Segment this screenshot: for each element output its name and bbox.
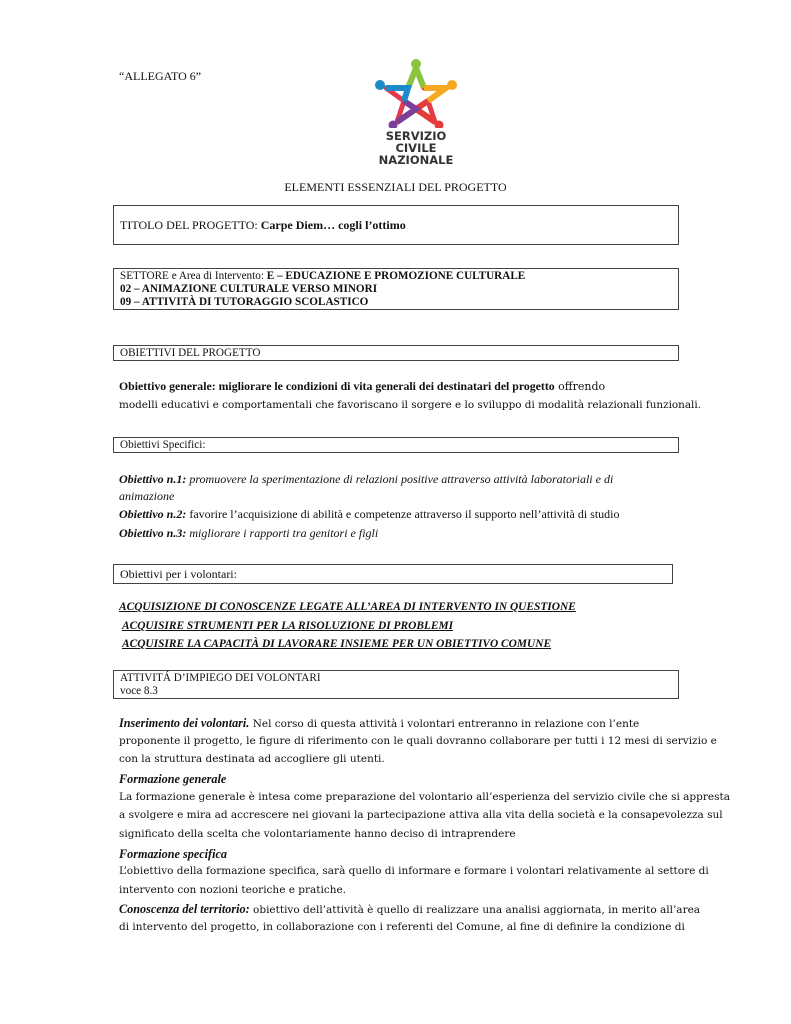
servizio-civile-logo	[366, 58, 466, 167]
specifico-3	[119, 526, 378, 541]
allegato-label: “ALLEGATO 6”	[119, 69, 202, 83]
specifico-2-text: favorire l’acquisizione di abilità e competenze attraverso il supporto nell’attività di studio	[186, 507, 620, 521]
fg-line-2: a svolgere e mira ad accrescere nei giovani la partecipazione attiva alla vita della società e la consapevolezza sul	[119, 809, 723, 821]
specifico-2-label: Obiettivo n.2:	[119, 507, 187, 521]
volontari-item-3: ACQUISIRE LA CAPACITÀ DI LAVORARE INSIEME PER UN OBIETTIVO COMUNE	[122, 638, 552, 650]
obiettivo-generale-line-2: modelli educativi e comportamentali che favoriscano il sorgere e lo sviluppo di modalità relazionali funzionali.	[119, 399, 701, 411]
titolo-value: Carpe Diem… cogli l’ottimo	[260, 218, 406, 232]
fs-line-1: L’obiettivo della formazione specifica, sarà quello di informare e formare i volontari relativamente al settore di	[119, 865, 709, 877]
titolo-box	[113, 205, 679, 245]
inserimento-line-1	[119, 716, 639, 731]
specifico-3-label: Obiettivo n.3:	[119, 526, 187, 540]
specifico-2	[119, 507, 620, 522]
obiettivi-heading: OBIETTIVI DEL PROGETTO	[120, 347, 261, 359]
titolo-label: TITOLO DEL PROGETTO:	[120, 218, 261, 232]
volontari-heading-box	[113, 564, 673, 584]
settore-box	[113, 268, 679, 310]
logo-line-1: SERVIZIO CIVILE	[385, 129, 447, 155]
formazione-generale-title: Formazione generale	[119, 772, 227, 786]
settore-line-2: 02 – ANIMAZIONE CULTURALE VERSO MINORI	[120, 283, 378, 295]
attivita-voce: voce 8.3	[120, 685, 158, 697]
settore-label: SETTORE e Area di Intervento:	[120, 270, 267, 282]
volontari-heading: Obiettivi per i volontari:	[120, 567, 237, 581]
people-star-logo-icon	[366, 58, 466, 128]
logo-line-2: NAZIONALE	[378, 153, 454, 167]
document-title: ELEMENTI ESSENZIALI DEL PROGETTO	[284, 180, 507, 194]
conoscenza-text-1: obiettivo dell’attività è quello di realizzare una analisi aggiornata, in merito all’area	[249, 904, 701, 916]
inserimento-line-3: con la struttura destinata ad accogliere gli utenti.	[119, 753, 385, 765]
volontari-item-2: ACQUISIRE STRUMENTI PER LA RISOLUZIONE DI PROBLEMI	[122, 620, 454, 632]
obiettivo-generale-rest: offrendo	[554, 380, 606, 393]
obiettivi-heading-box	[113, 345, 679, 361]
settore-value: E – EDUCAZIONE E PROMOZIONE CULTURALE	[266, 270, 526, 282]
specifico-1-label: Obiettivo n.1:	[119, 472, 187, 486]
inserimento-text-1: Nel corso di questa attività i volontari entreranno in relazione con l’ente	[249, 718, 640, 730]
volontari-item-1: ACQUISIZIONE DI CONOSCENZE LEGATE ALL’AREA DI INTERVENTO IN QUESTIONE	[119, 601, 576, 613]
inserimento-label: Inserimento dei volontari.	[119, 716, 250, 730]
fs-line-2: intervento con nozioni teoriche e pratiche.	[119, 884, 347, 896]
specifico-1-cont: animazione	[119, 489, 175, 503]
specifico-3-text: migliorare i rapporti tra genitori e figli	[186, 526, 379, 540]
specifico-1	[119, 470, 672, 489]
obiettivo-generale-line-1	[119, 379, 605, 394]
specifici-heading: Obiettivi Specifici:	[120, 439, 206, 451]
conoscenza-line-1	[119, 902, 700, 917]
fg-line-3: significato della scelta che volontariamente hanno deciso di intraprendere	[119, 828, 516, 840]
conoscenza-line-2: di intervento del progetto, in collaborazione con i referenti del Comune, al fine di definire la condizione di	[119, 921, 685, 933]
settore-line-3: 09 – ATTIVITÀ DI TUTORAGGIO SCOLASTICO	[120, 296, 369, 308]
specifico-1-text: promuovere la sperimentazione di relazioni positive attraverso attività laboratoriali e di	[186, 472, 614, 486]
attivita-heading: ATTIVITÁ D’IMPIEGO DEI VOLONTARI	[120, 672, 321, 684]
attivita-heading-box	[113, 670, 679, 699]
inserimento-line-2: proponente il progetto, le figure di riferimento con le quali dovranno collaborare per tutti i 12 mesi di servizio e	[119, 735, 717, 747]
conoscenza-label: Conoscenza del territorio:	[119, 902, 250, 916]
obiettivo-generale-bold: Obiettivo generale: migliorare le condizioni di vita generali dei destinatari del progetto	[119, 379, 555, 393]
specifici-heading-box	[113, 437, 679, 453]
fg-line-1: La formazione generale è intesa come preparazione del volontario all’esperienza del servizio civile che si appresta	[119, 791, 730, 803]
formazione-specifica-title: Formazione specifica	[119, 847, 227, 861]
